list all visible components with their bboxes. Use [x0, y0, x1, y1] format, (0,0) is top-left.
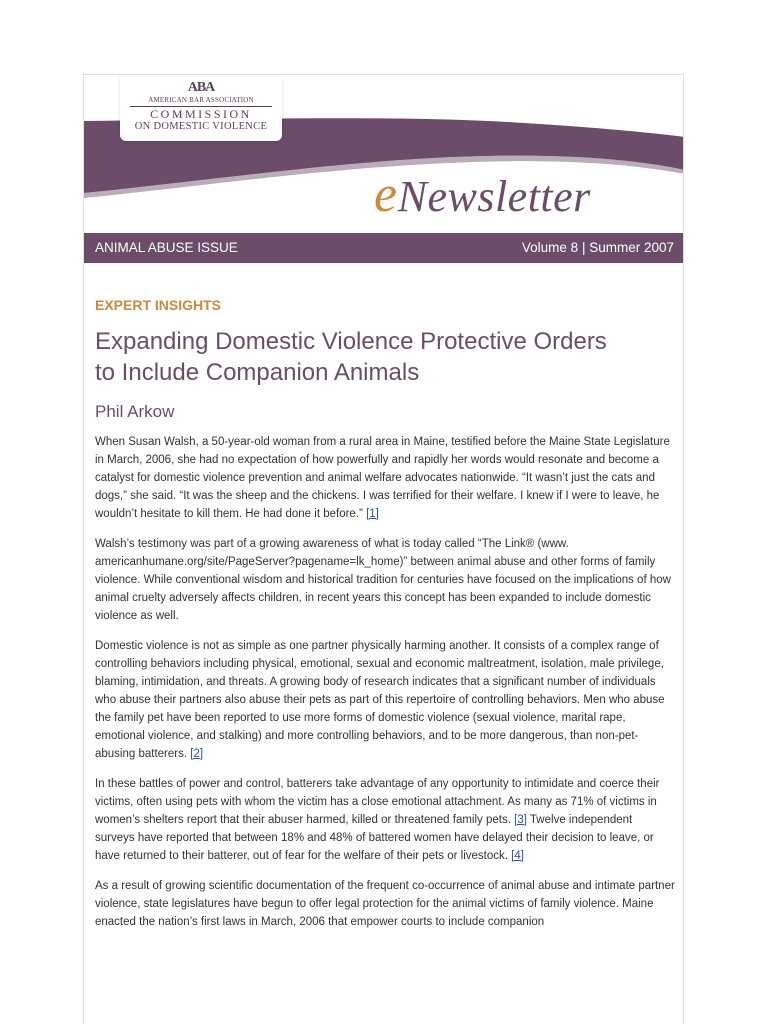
masthead [84, 75, 684, 235]
enewsletter-e: e [374, 166, 398, 223]
enewsletter-title [374, 166, 591, 223]
paragraph-3-text: Domestic violence is not as simple as one partner physically harming another. It consists of a complex range of controlling behaviors including physical, emotional, sexual and economic maltreatment, isolation, male privilege, blaming, intimidation, and threats. A growing body of research indicates that a significant number of individuals who abuse their partners also abuse their pets as part of this repertoire of controlling behaviors. Men who abuse the family pet have been reported to use more forms of domestic violence (sexual violence, marital rape, emotional violence, and stalking) and more controlling behaviors, and to be more dangerous, than non-pet-abusing batterers. [95, 640, 665, 760]
issue-volume: Volume 8 | Summer 2007 [521, 240, 674, 255]
issue-topic: ANIMAL ABUSE ISSUE [95, 240, 238, 255]
issue-bar [84, 233, 684, 263]
paragraph-1 [95, 433, 675, 523]
paragraph-3 [95, 637, 675, 763]
logo-commission: COMMISSION [130, 106, 272, 121]
footnote-link-1[interactable]: [1] [366, 508, 379, 520]
article-title-line-2: to Include Companion Animals [95, 359, 420, 386]
aba-logo[interactable] [120, 77, 282, 141]
paragraph-5-text: As a result of growing scientific documentation of the frequent co-occurrence of animal abuse and intimate partner violence, state legislatures have begun to offer legal protection for the animal victims of family violence. Maine enacted the nation’s first laws in March, 2006 that empower courts to include companion [95, 880, 675, 928]
paragraph-4-text-a: In these battles of power and control, batterers take advantage of any opportunity to intimidate and coerce their victims, often using pets with whom the victim has a close emotional attachment. As many as 71% of victims in women’s shelters report that their abuser harmed, killed or threatened family pets. [95, 778, 660, 826]
paragraph-2 [95, 535, 675, 625]
paragraph-1-text: When Susan Walsh, a 50-year-old woman from a rural area in Maine, testified before the Maine State Legislature in March, 2006, she had no expectation of how powerfully and rapidly her words would resonate and become a catalyst for domestic violence prevention and animal welfare advocates nationwide. “It wasn’t just the cats and dogs,” she said. “It was the sheep and the chickens. I was terrified for their welfare. I knew if I were to leave, he wouldn’t hesitate to kill them. He had done it before.” [95, 436, 670, 520]
enewsletter-word: Newsletter [397, 172, 591, 221]
article-title [95, 326, 675, 388]
footnote-link-2[interactable]: [2] [190, 748, 204, 760]
footnote-link-3[interactable]: [3] [514, 814, 527, 826]
paragraph-4 [95, 775, 675, 865]
aba-logo-mark: ABA [187, 80, 215, 95]
logo-commission-subtitle: ON DOMESTIC VIOLENCE [134, 121, 268, 132]
article-title-line-1: Expanding Domestic Violence Protective Orders [95, 328, 607, 355]
section-label: EXPERT INSIGHTS [95, 297, 222, 313]
paragraph-4-text-b: Twelve independent surveys have reported that between 18% and 48% of battered women have delayed their decision to leave, or have returned to their batterer, out of fear for the welfare of their pets or livestock. [95, 814, 654, 862]
paragraph-5 [95, 877, 675, 931]
logo-association-name: AMERICAN BAR ASSOCIATION [148, 96, 254, 104]
article-author: Phil Arkow [95, 402, 175, 421]
footnote-link-4[interactable]: [4] [511, 850, 524, 862]
newsletter-page [83, 74, 684, 1024]
paragraph-2-text: Walsh’s testimony was part of a growing awareness of what is today called “The Link® (www. americanhumane.org/site/PageServer?pagename=lk_home)” between animal abuse and other forms of family violence. While conventional wisdom and historical tradition for centuries have focused on the implications of how animal cruelty adversely affects children, in recent years this concept has been expanded to include domestic violence as well. [95, 538, 671, 622]
article [95, 263, 675, 931]
